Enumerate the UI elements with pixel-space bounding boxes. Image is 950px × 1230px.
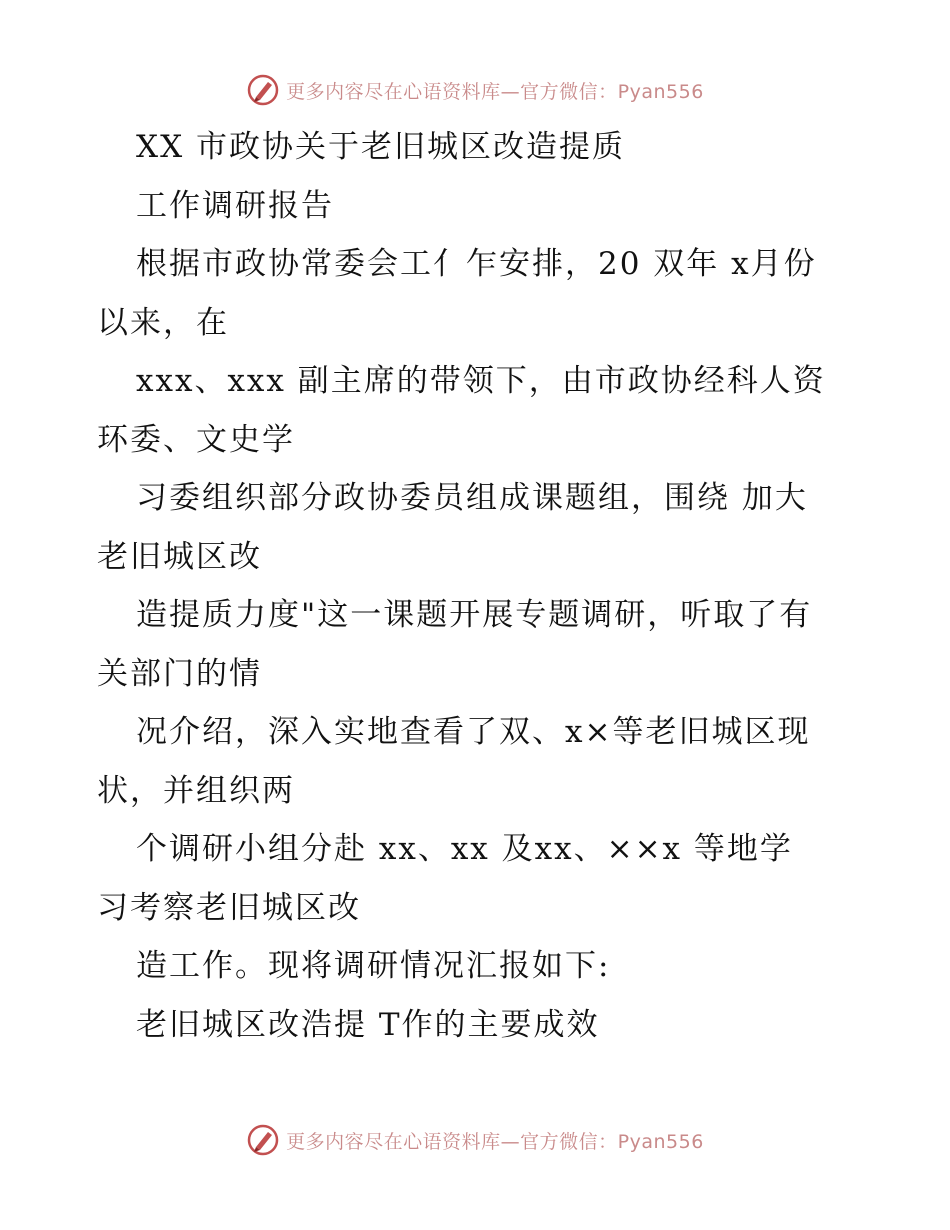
pen-logo-icon: [246, 73, 280, 107]
paragraph-line: 老旧城区改: [97, 538, 262, 575]
document-body: [0, 118, 950, 1054]
pen-logo-icon: [246, 1123, 280, 1157]
watermark-text: 更多内容尽在心语资料库—官方微信：Pyan556: [286, 80, 704, 103]
paragraph-line: 况介绍，深入实地查看了双、x×等老旧城区现: [136, 714, 811, 750]
section-heading: 老旧城区改浩提 T作的主要成效: [136, 1006, 600, 1043]
paragraph-line: 个调研小组分赴 xx、xx 及xx、××x 等地学: [136, 831, 793, 867]
paragraph-line: 环委、文史学: [97, 421, 295, 458]
paragraph-line: 以来，在: [97, 304, 229, 341]
paragraph-line: 习委组织部分政协委员组成课题组，围绕 加大: [136, 480, 808, 516]
title-line-2: 工作调研报告: [136, 187, 334, 224]
watermark-footer: [0, 1120, 950, 1160]
paragraph-line: 造提质力度"这一课题开展专题调研，听取了有: [136, 597, 813, 633]
paragraph-line: 根据市政协常委会工亻乍安排，20 双年 x月份: [136, 246, 817, 282]
paragraph-line: 习考察老旧城区改: [97, 889, 361, 926]
watermark-header: [0, 70, 950, 110]
paragraph-line: 关部门的情: [97, 655, 262, 692]
paragraph-line: xxx、xxx 副主席的带领下，由市政协经科人资: [136, 363, 826, 399]
watermark-text: 更多内容尽在心语资料库—官方微信：Pyan556: [286, 1130, 704, 1153]
paragraph-line: 状，并组织两: [97, 772, 295, 809]
paragraph-line: 造工作。现将调研情况汇报如下:: [136, 948, 611, 984]
title-line-1: XX 市政协关于老旧城区改造提质: [136, 129, 625, 165]
